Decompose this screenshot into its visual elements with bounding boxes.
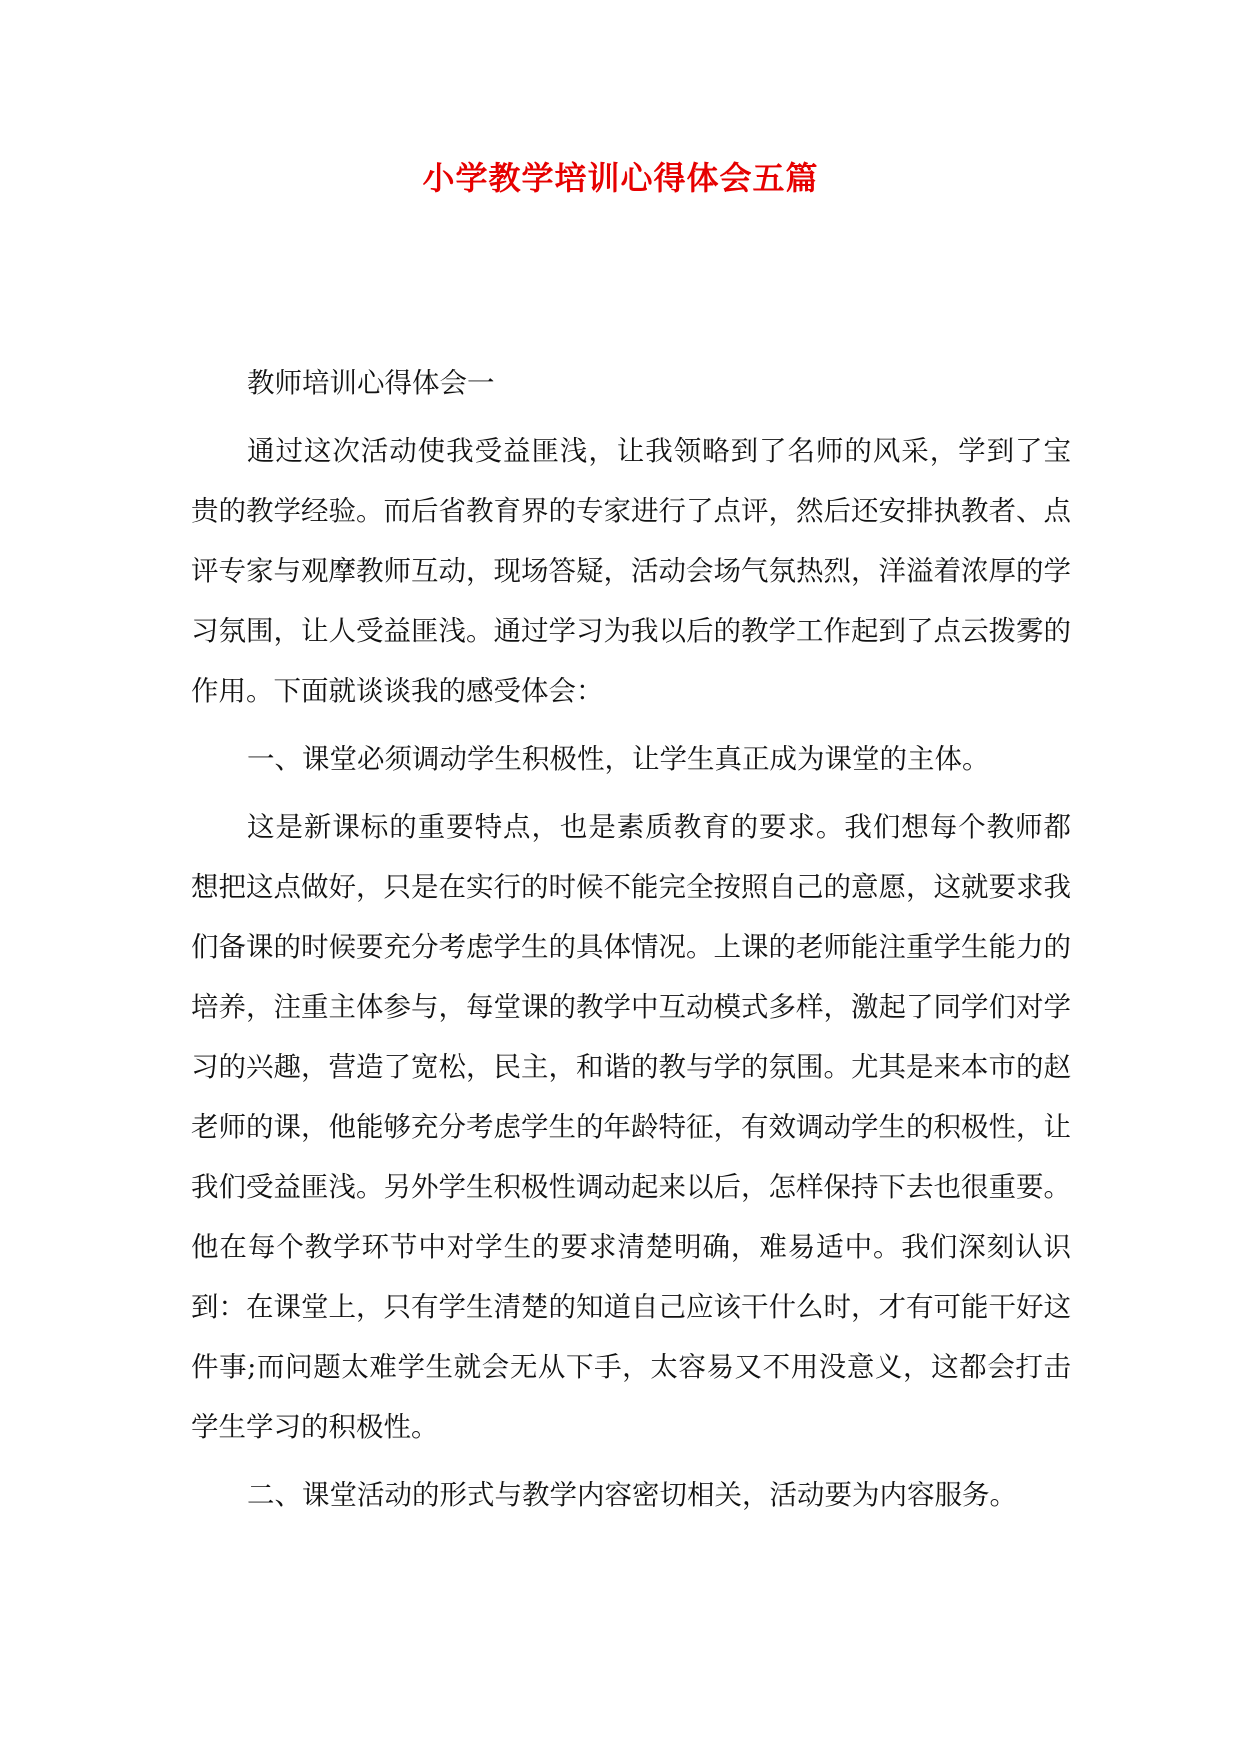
paragraph-point-two: 二、课堂活动的形式与教学内容密切相关，活动要为内容服务。 [247, 1479, 1017, 1511]
document-title: 小学教学培训心得体会五篇 [422, 159, 819, 197]
paragraph-point-one: 一、课堂必须调动学生积极性，让学生真正成为课堂的主体。 [247, 743, 990, 775]
section-heading: 教师培训心得体会一 [247, 367, 495, 399]
paragraph-point-one-detail: 这是新课标的重要特点，也是素质教育的要求。我们想每个教师都想把这点做好，只是在实行的时候不能完全按照自己的意愿，这就要求我们备课的时候要充分考虑学生的具体情况。上课的老师能注重学生能力的培养，注重主体参与，每堂课的教学中互动模式多样，激起了同学们对学习的兴趣，营造了宽松，民主，和谐的教与学的氛围。尤其是来本市的赵老师的课，他能够充分考虑学生的年龄特征，有效调动学生的积极性，让我们受益匪浅。另外学生积极性调动起来以后，怎样保持下去也很重要。他在每个教学环节中对学生的要求清楚明确，难易适中。我们深刻认识到：在课堂上，只有学生清楚的知道自己应该干什么时，才有可能干好这件事;而问题太难学生就会无从下手，太容易又不用没意义，这都会打击学生学习的积极性。 [191, 811, 1071, 1443]
paragraph-intro: 通过这次活动使我受益匪浅，让我领略到了名师的风采，学到了宝贵的教学经验。而后省教育界的专家进行了点评，然后还安排执教者、点评专家与观摩教师互动，现场答疑，活动会场气氛热烈，洋溢着浓厚的学习氛围，让人受益匪浅。通过学习为我以后的教学工作起到了点云拨雾的作用。下面就谈谈我的感受体会： [191, 435, 1071, 707]
document-body [191, 353, 1071, 1533]
